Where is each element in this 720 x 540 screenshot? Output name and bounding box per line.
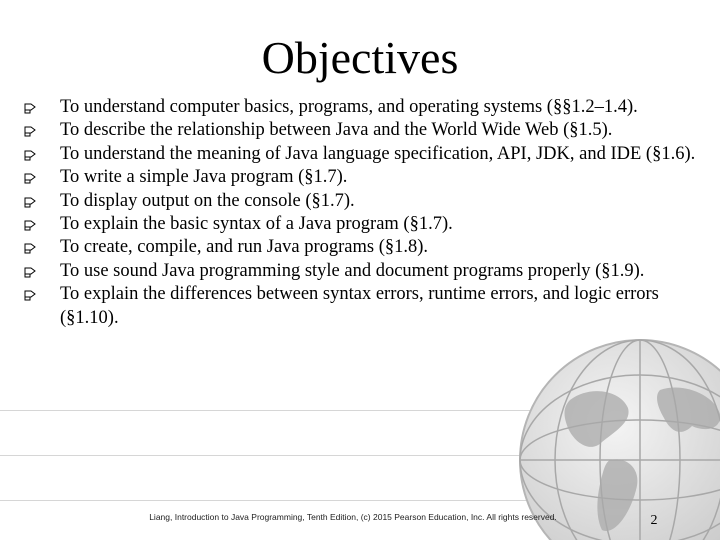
pointing-hand-icon <box>24 288 36 302</box>
list-item <box>24 283 704 330</box>
objective-text: To use sound Java programming style and document programs properly (§1.9). <box>60 260 645 281</box>
objective-text: To create, compile, and run Java programs (§1.8). <box>60 237 429 258</box>
pointing-hand-icon <box>24 148 36 162</box>
list-item <box>24 143 704 166</box>
pointing-hand-icon <box>24 195 36 209</box>
objective-text: To display output on the console (§1.7). <box>60 190 355 211</box>
list-item <box>24 190 704 213</box>
pointing-hand-icon <box>24 218 36 232</box>
objective-text: To explain the basic syntax of a Java program (§1.7). <box>60 214 453 235</box>
list-item <box>24 213 704 236</box>
pointing-hand-icon <box>24 101 36 115</box>
list-item <box>24 260 704 283</box>
list-item <box>24 96 704 119</box>
objectives-list <box>24 96 704 330</box>
pointing-hand-icon <box>24 171 36 185</box>
objective-text: To describe the relationship between Java and the World Wide Web (§1.5). <box>60 120 613 141</box>
objective-text: To explain the differences between syntax errors, runtime errors, and logic errors (§1.10). <box>60 284 659 328</box>
list-item <box>24 119 704 142</box>
objective-text: To understand computer basics, programs, and operating systems (§§1.2–1.4). <box>60 97 638 117</box>
pointing-hand-icon <box>24 265 36 279</box>
slide-title: Objectives <box>261 32 459 83</box>
footer-copyright: Liang, Introduction to Java Programming, Tenth Edition, (c) 2015 Pearson Education, Inc. All rights reserved. <box>149 512 557 522</box>
pointing-hand-icon <box>24 241 36 255</box>
objective-text: To understand the meaning of Java language specification, API, JDK, and IDE (§1.6). <box>60 143 696 164</box>
list-item <box>24 236 704 259</box>
list-item <box>24 166 704 189</box>
globe-watermark-icon <box>510 330 720 540</box>
pointing-hand-icon <box>24 124 36 138</box>
page-number: 2 <box>650 513 658 528</box>
objective-text: To write a simple Java program (§1.7). <box>60 167 348 188</box>
